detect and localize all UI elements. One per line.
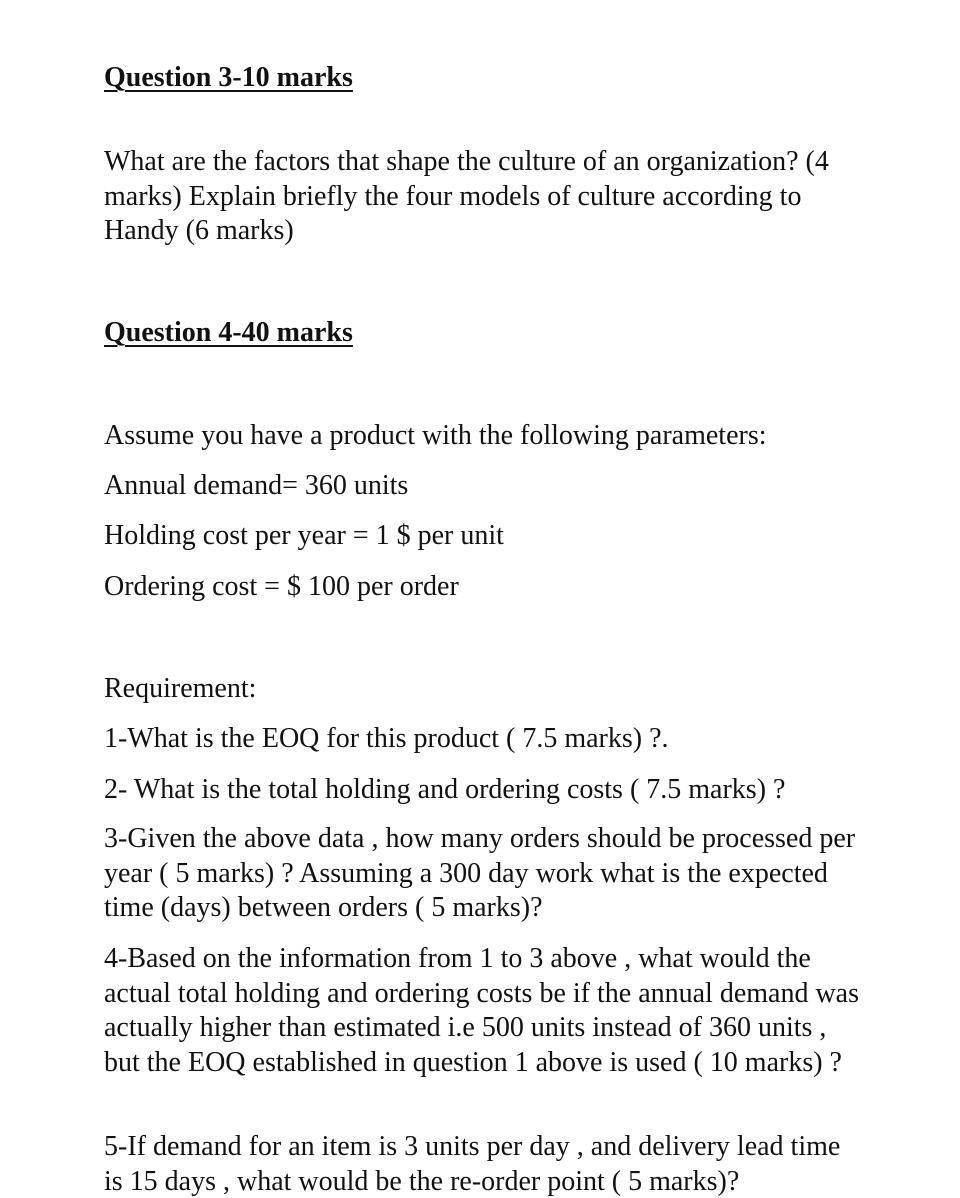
param-holding-cost: Holding cost per year = 1 $ per unit [104,520,504,551]
question-4-heading: Question 4-40 marks [104,317,353,348]
requirement-4: 4-Based on the information from 1 to 3 above , what would the actual total holding and ordering costs be if the annual demand was actually higher than estimated i.e 500 units instead of 360 units , but the EOQ established in question 1 above is used ( 10 marks) ? [104,943,860,1078]
question-3-body: What are the factors that shape the culture of an organization? (4 marks) Explain briefly the four models of culture according to Handy (6 marks) [104,146,829,246]
requirement-3: 3-Given the above data , how many orders should be processed per year ( 5 marks) ? Assuming a 300 day work what is the expected time (days) between orders ( 5 marks)? [104,823,856,923]
param-annual-demand: Annual demand= 360 units [104,470,409,501]
question-3-heading: Question 3-10 marks [104,62,353,93]
requirement-2: 2- What is the total holding and ordering costs ( 7.5 marks) ? [104,774,786,805]
param-ordering-cost: Ordering cost = $ 100 per order [104,571,459,602]
requirement-label: Requirement: [104,673,257,704]
requirement-5: 5-If demand for an item is 3 units per day , and delivery lead time is 15 days , what would be the re-order point ( 5 marks)? [104,1131,841,1197]
question-4-intro: Assume you have a product with the following parameters: [104,420,767,451]
requirement-1: 1-What is the EOQ for this product ( 7.5 marks) ?. [104,723,669,754]
